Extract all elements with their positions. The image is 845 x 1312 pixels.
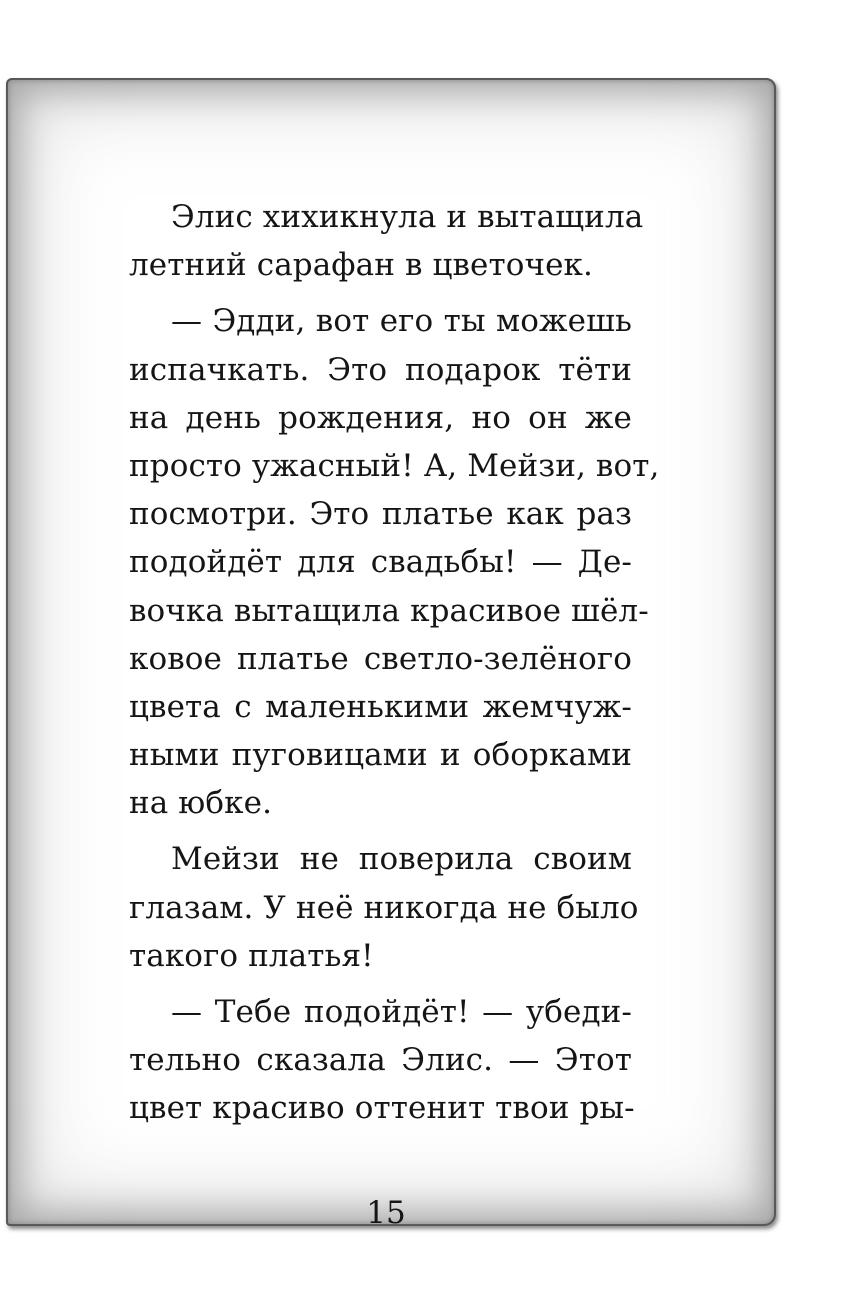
text-line: вочка вытащила красивое шёл-	[129, 592, 649, 629]
text-line: цвет красиво оттенит твои ры-	[129, 1090, 635, 1127]
text-line: ными пуговицами и оборками	[129, 737, 632, 774]
text-line: такого платья!	[129, 937, 374, 974]
text-line: Элис хихикнула и вытащила	[171, 199, 644, 235]
text-line: посмотри. Это платье как раз	[129, 496, 632, 533]
text-line: испачкать. Это подарок тёти	[129, 351, 632, 388]
text-line: ковое платье светло-зелёного	[129, 640, 632, 677]
body-text	[129, 193, 660, 1133]
paragraph-gap	[129, 289, 632, 297]
text-line: на юбке.	[129, 785, 273, 822]
text-line: Мейзи не поверила своим	[171, 841, 632, 878]
text-line: летний сарафан в цветочек.	[129, 247, 593, 284]
text-line: глазам. У неё никогда не было	[129, 889, 639, 926]
text-line: цвета с маленькими жемчуж-	[129, 688, 632, 725]
paragraph-gap	[129, 980, 632, 988]
page-number: 15	[366, 1195, 406, 1231]
text-line: тельно сказала Элис. — Этот	[129, 1042, 632, 1079]
text-line: — Тебе подойдёт! — убеди-	[171, 994, 632, 1030]
text-line: подойдёт для свадьбы! — Де-	[129, 544, 632, 581]
text-line: — Эдди, вот его ты можешь	[171, 303, 632, 340]
text-line: просто ужасный! А, Мейзи, вот,	[129, 447, 660, 484]
paragraph-gap	[129, 827, 632, 835]
text-line: на день рождения, но он же	[129, 399, 632, 436]
